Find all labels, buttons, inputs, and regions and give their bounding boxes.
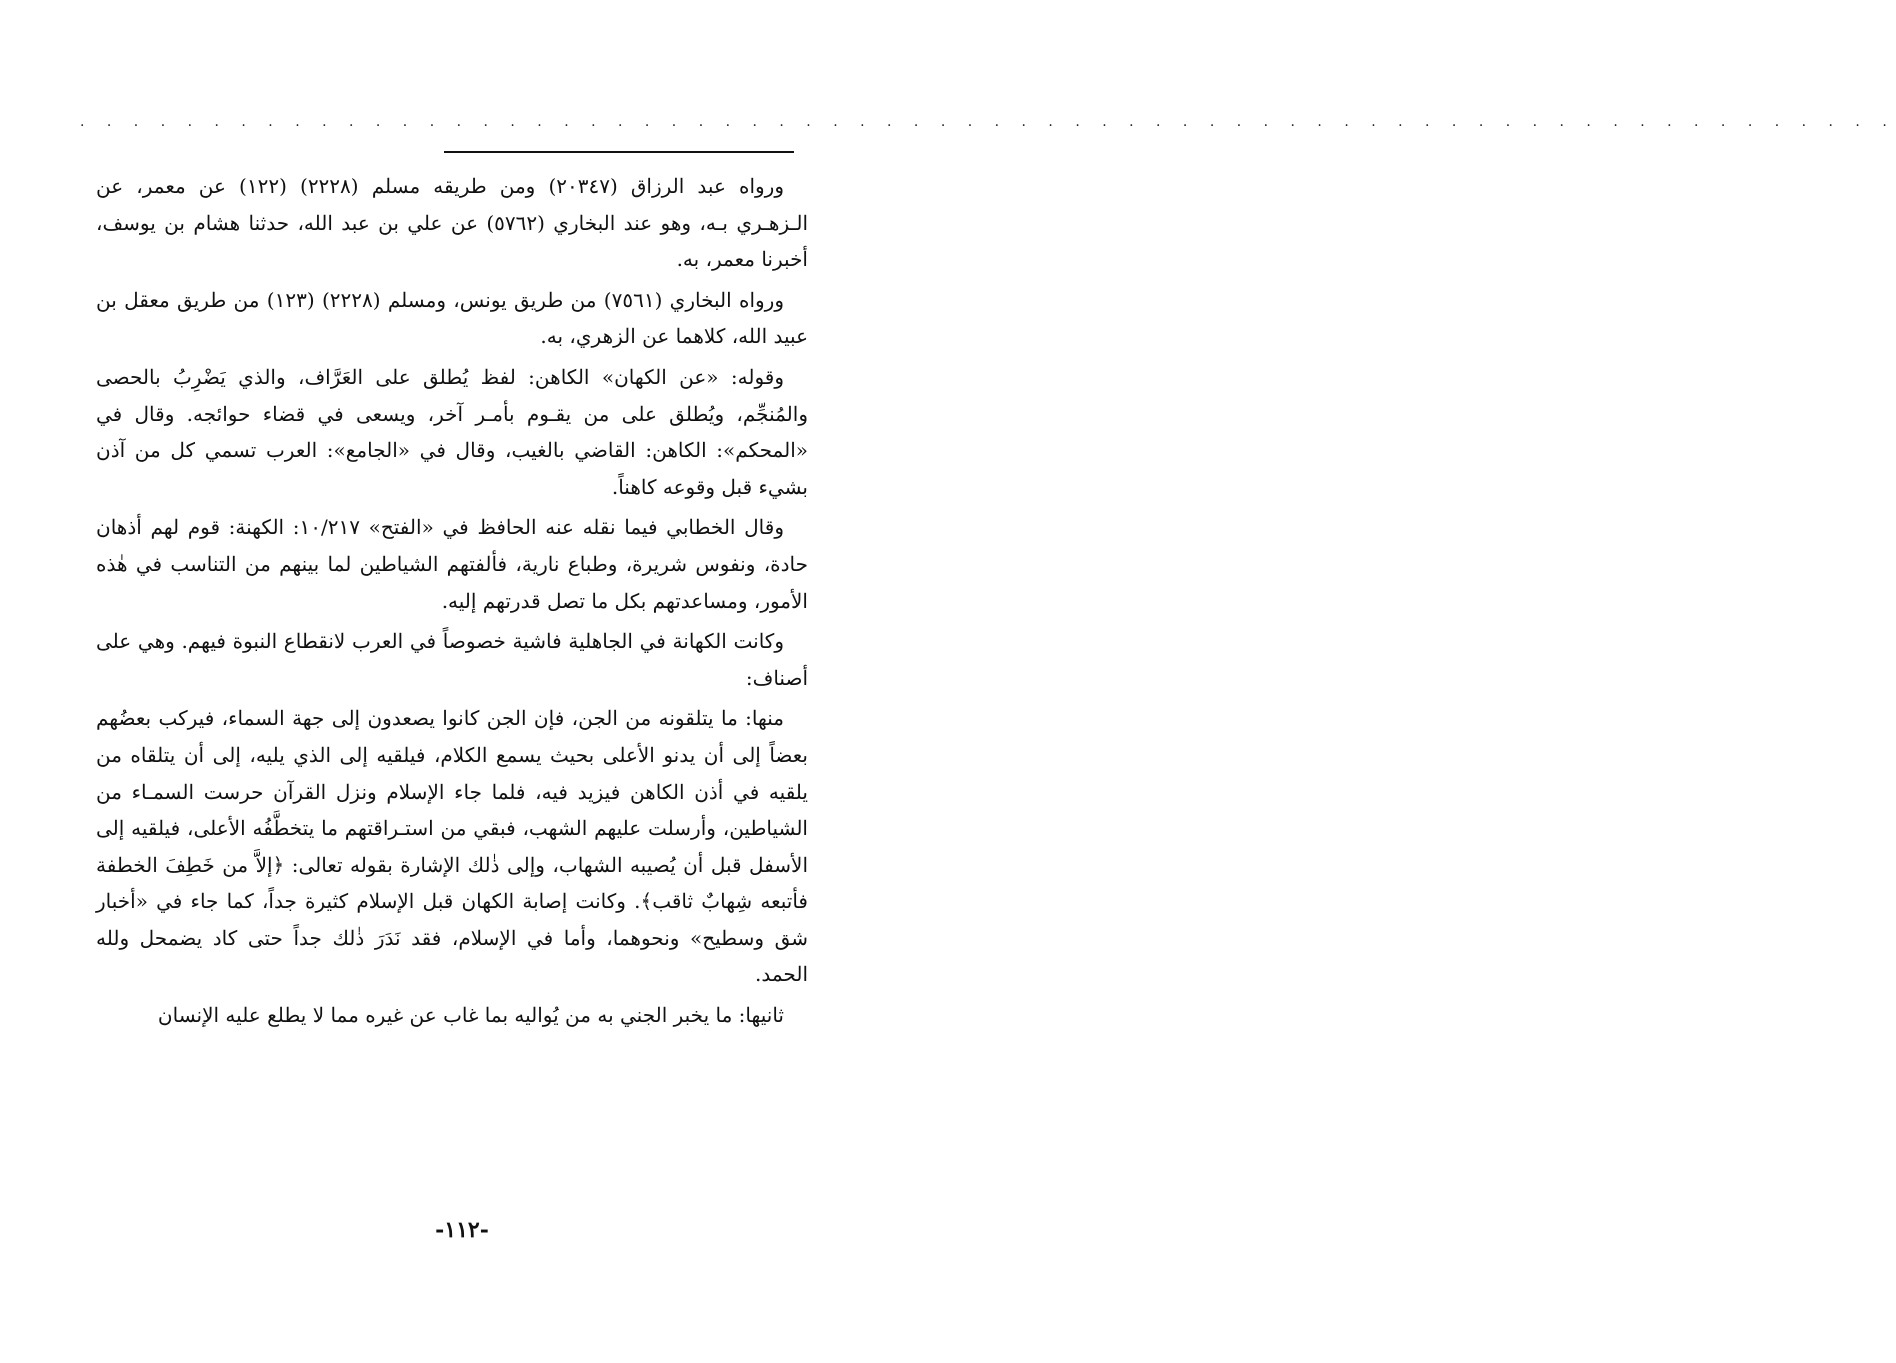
paragraph: منها: ما يتلقونه من الجن، فإن الجن كانوا يصعدون إلى جهة السماء، فيركب بعضُهم بعضاً إلى أن يدنو الأعلى بحيث يسمع الكلام، فيلقيه إلى الذي يليه، إلى أن يتلقاه من يلقيه في أذن الكاهن فيزيد فيه، فلما جاء الإسلام ونزل القرآن حرست السمـاء من الشياطين، وأرسلت عليهم الشهب، فبقي من استـراقتهم ما يتخطَّفُه الأعلى، فيلقيه إلى الأسفل قبل أن يُصيبه الشهاب، وإلى ذٰلك الإشارة بقوله تعالى: ﴿إلاَّ من خَطِفَ الخطفة فأتبعه شِهابٌ ثاقب﴾. وكانت إصابة الكهان قبل الإسلام كثيرة جداً، كما جاء في «أخبار شق وسطيح» ونحوهما، وأما في الإسلام، فقد نَدَرَ ذٰلك جداً حتى كاد يضمحل ولله الحمد. <box>96 706 808 987</box>
footnote-rule <box>444 151 794 153</box>
footnote-body <box>96 168 808 1038</box>
paragraph: ورواه عبد الرزاق (٢٠٣٤٧) ومن طريقه مسلم (٢٢٢٨) (١٢٢) عن معمر، عن الـزهـري بـه، وهو عند البخاري (٥٧٦٢) عن علي بن عبد الله، حدثنا هشام بن يوسف، أخبرنا معمر، به. <box>96 174 808 272</box>
dotted-separator: · · · · · · · · · · · · · · · · · · · · · · · · · · · · · · · · · · · · · · · · · · · · · · · · · · · · · · · · · · · · · · · · · · · · <box>80 118 1896 134</box>
paragraph: وقوله: «عن الكهان» الكاهن: لفظ يُطلق على العَرَّاف، والذي يَضْرِبُ بالحصى والمُنجِّم، ويُطلق على من يقـوم بأمـر آخر، ويسعى في قضاء حوائجه. وقال في «المحكم»: الكاهن: القاضي بالغيب، وقال في «الجامع»: العرب تسمي كل من آذن بشيء قبل وقوعه كاهناً. <box>96 364 808 499</box>
paragraph: ثانيها: ما يخبر الجني به من يُواليه بما غاب عن غيره مما لا يطلع عليه الإنسان <box>157 1003 784 1028</box>
page-number: -١١٢- <box>435 1217 489 1243</box>
paragraph: ورواه البخاري (٧٥٦١) من طريق يونس، ومسلم (٢٢٢٨) (١٢٣) من طريق معقل بن عبيد الله، كلاهما عن الزهري، به. <box>96 287 808 349</box>
paragraph: وقال الخطابي فيما نقله عنه الحافظ في «الفتح» ١٠/٢١٧: الكهنة: قوم لهم أذهان حادة، ونفوس شريرة، وطباع نارية، فألفتهم الشياطين لما بينهم من التناسب في هٰذه الأمور، ومساعدتهم بكل ما تصل قدرتهم إليه. <box>96 515 808 613</box>
paragraph: وكانت الكهانة في الجاهلية فاشية خصوصاً في العرب لانقطاع النبوة فيهم. وهي على أصناف: <box>96 629 808 690</box>
